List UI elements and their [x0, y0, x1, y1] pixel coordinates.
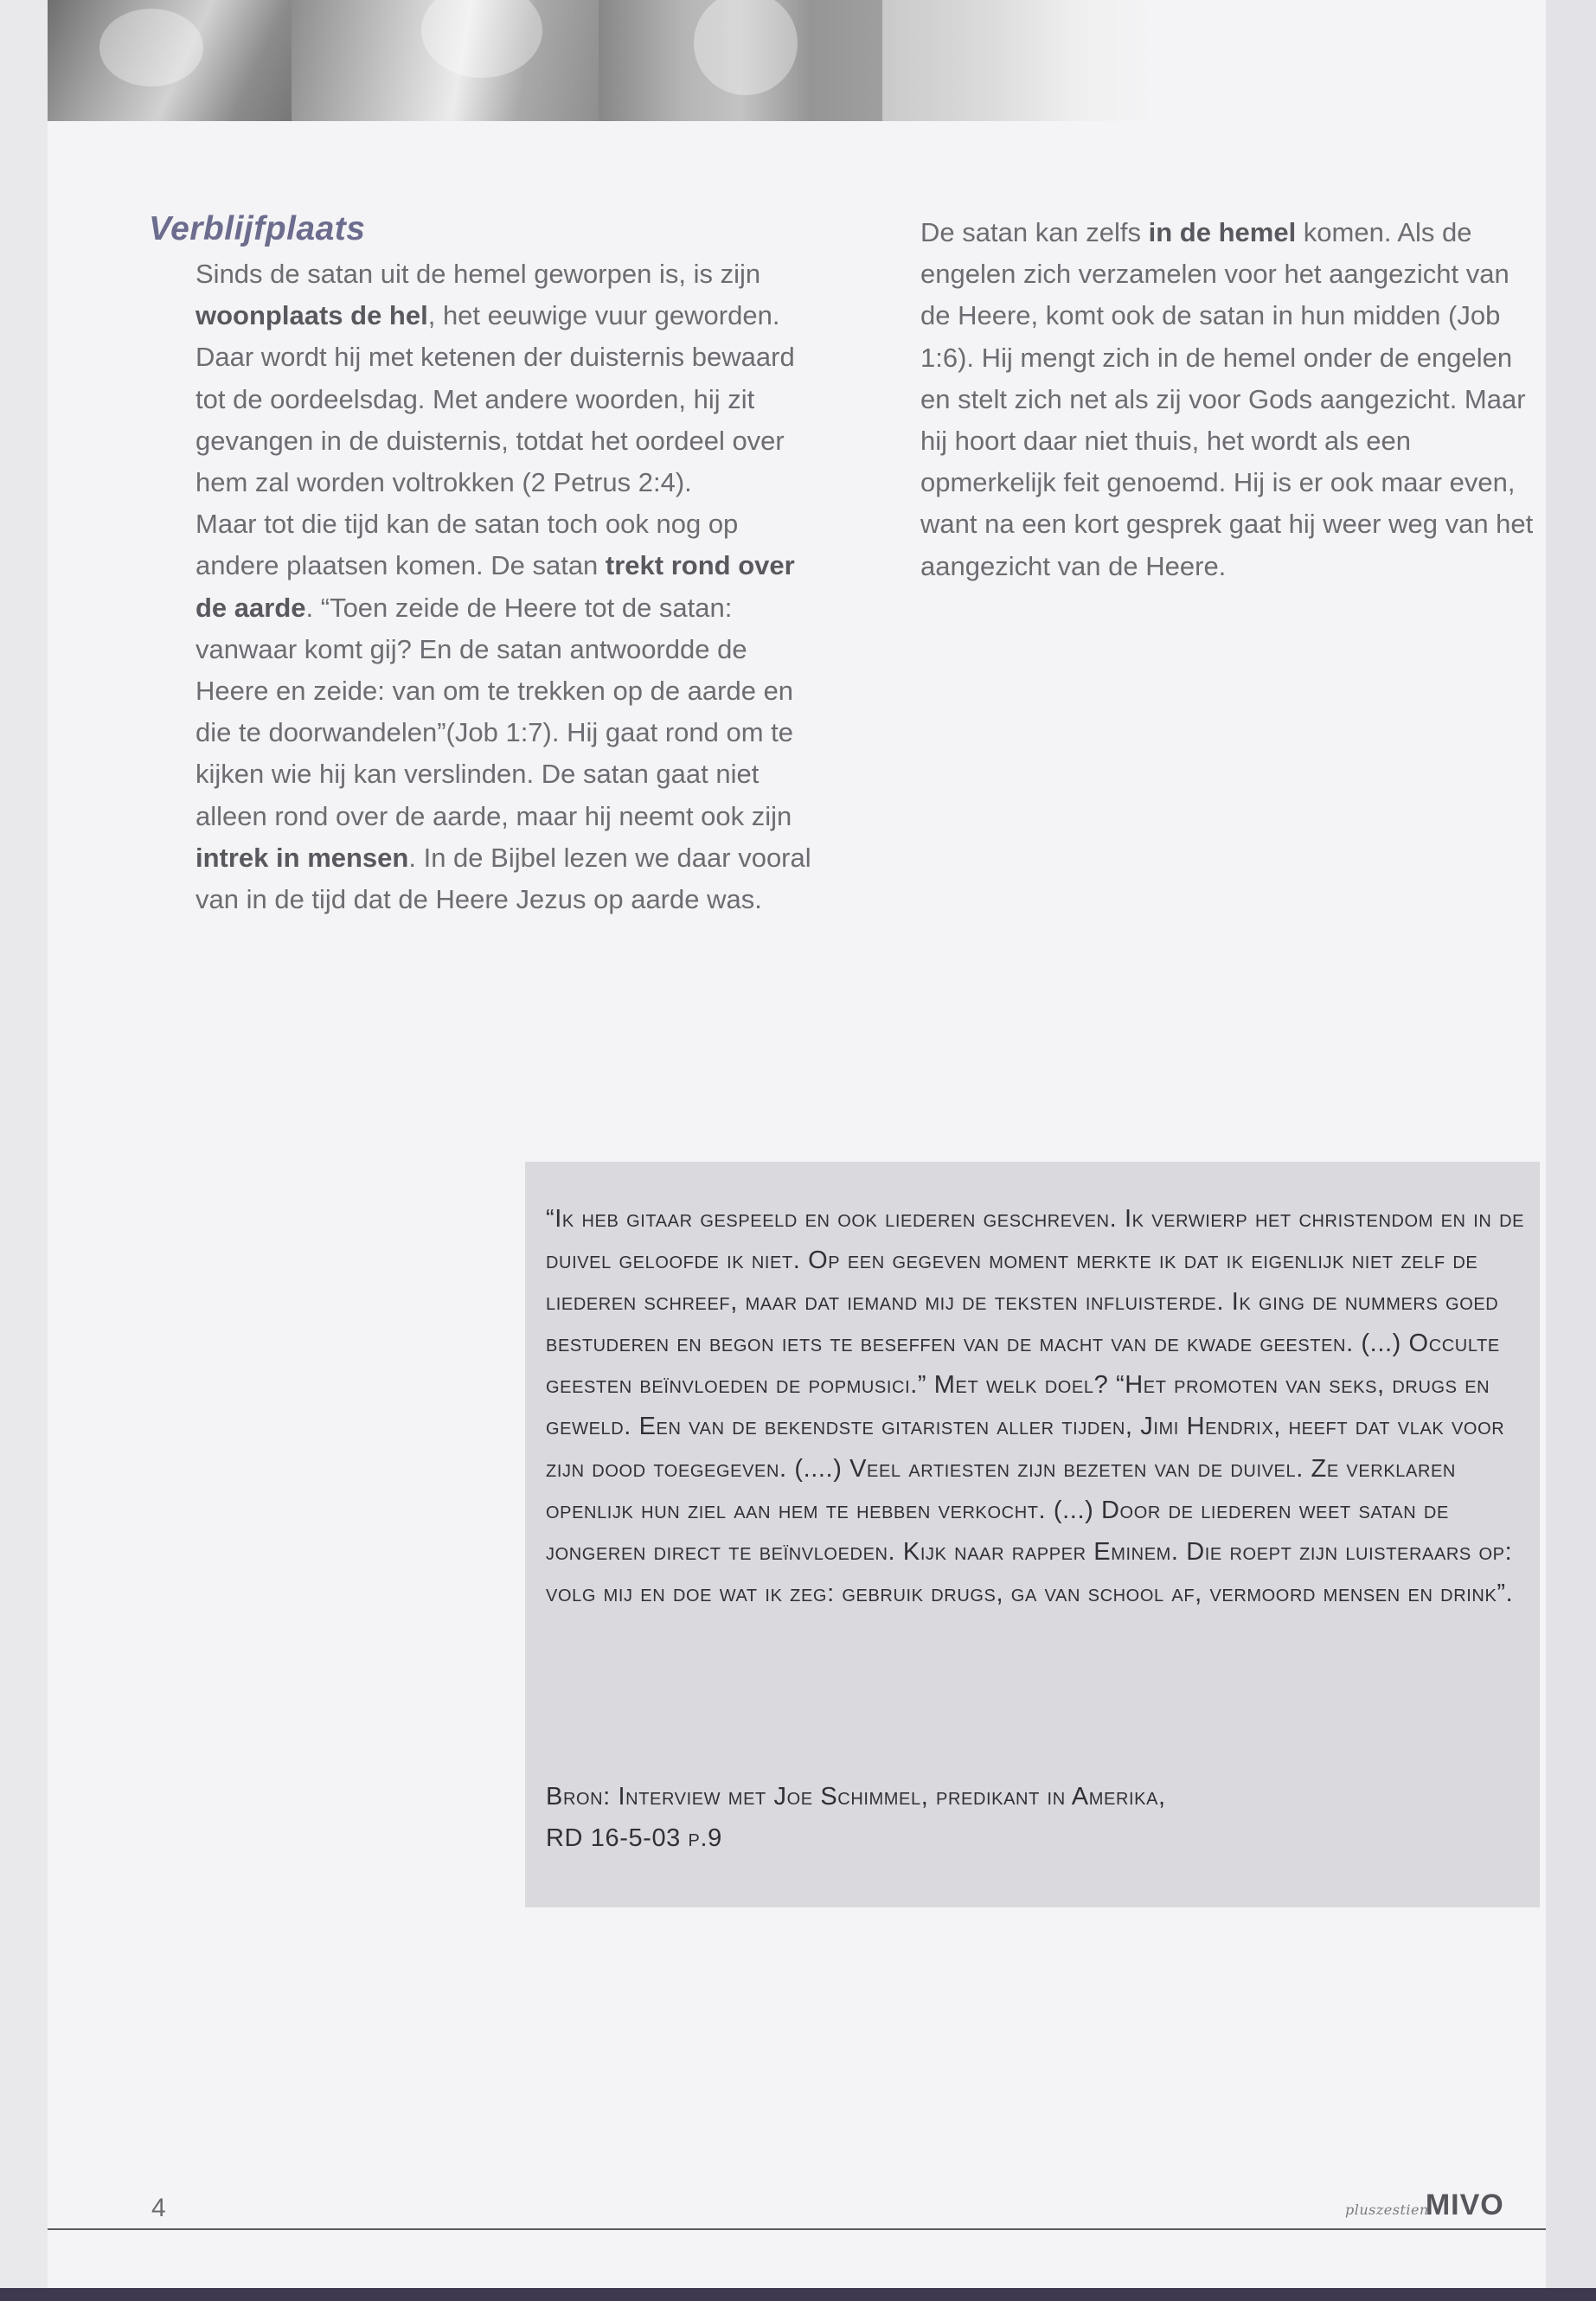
bottom-edge: [0, 2288, 1596, 2301]
photo-banner: [48, 0, 1159, 121]
page: [48, 0, 1546, 2288]
emphasis-text: in de hemel: [1148, 217, 1297, 247]
quote-source-line-1: Bron: Interview met Joe Schimmel, predikant in Amerika,: [546, 1783, 1166, 1811]
emphasis-text: woonplaats de hel: [195, 300, 428, 331]
quote-source: [546, 1776, 1497, 1859]
page-edge: [1546, 0, 1596, 2301]
quote-source-line-2: RD 16-5-03 p.9: [546, 1824, 722, 1852]
brand-logo: [1345, 2189, 1504, 2222]
footer-rule: [48, 2228, 1546, 2230]
brand-name: MIVO: [1425, 2189, 1504, 2221]
brand-tagline: pluszestien: [1345, 2202, 1429, 2218]
emphasis-text: intrek in mensen: [195, 842, 409, 873]
emphasis-text: trekt rond over de aarde: [195, 550, 795, 623]
section-heading: Verblijfplaats: [149, 210, 366, 247]
right-body-text: De satan kan zelfs in de hemel komen. Als de engelen zich verzamelen voor het aangezicht van de Heere, komt ook de satan in hun midden (Job 1:6). Hij mengt zich in de hemel onder de engelen en stelt zich net als zij voor Gods aangezicht. Maar hij hoort daar niet thuis, het wordt als een opmerkelijk feit genoemd. Hij is er ook maar even, want na een kort gesprek gaat hij weer weg van het aangezicht van de Heere.: [920, 217, 1534, 581]
banner-photo: [292, 0, 599, 121]
page-number: 4: [151, 2194, 166, 2222]
quote-text: “Ik heb gitaar gespeeld en ook liederen geschreven. Ik verwierp het christendom en in de duivel geloofde ik niet. Op een gegeven moment merkte ik dat ik eigenlijk niet zelf de liederen schreef, maar dat iemand mij de teksten influisterde. Ik ging de nummers goed bestuderen en begon iets te beseffen van de macht van de kwade geesten. (...) Occulte geesten beïnvloeden de popmusici.” Met welk doel? “Het promoten van seks, drugs en geweld. Een van de bekendste gitaristen aller tijden, Jimi Hendrix, heeft dat vlak voor zijn dood toegegeven. (....) Veel artiesten zijn bezeten van de duivel. Ze verklaren openlijk hun ziel aan hem te hebben verkocht. (...) Door de liederen weet satan de jongeren direct te beïnvloeden. Kijk naar rapper Eminem. Die roept zijn luisteraars op: volg mij en doe wat ik zeg: gebruik drugs, ga van school af, vermoord mensen en drink”.: [546, 1205, 1525, 1607]
quote-box: [525, 1162, 1540, 1907]
right-text-column: [920, 212, 1539, 587]
banner-photo: [599, 0, 882, 121]
banner-photo: [882, 0, 1159, 121]
left-text-column: [195, 253, 818, 920]
left-body-text: Sinds de satan uit de hemel geworpen is, is zijn woonplaats de hel, het eeuwige vuur geworden. Daar wordt hij met ketenen der duisternis bewaard tot de oordeelsdag. Met andere woorden, hij zit gevangen in de duisternis, totdat het oordeel over hem zal worden voltrokken (2 Petrus 2:4). Maar tot die tijd kan de satan toch ook nog op andere plaatsen komen. De satan trekt rond over de aarde. “Toen zeide de Heere tot de satan: vanwaar komt gij? En de satan antwoordde de Heere en zeide: van om te trekken op de aarde en die te doorwandelen”(Job 1:7). Hij gaat rond om te kijken wie hij kan verslinden. De satan gaat niet alleen rond over de aarde, maar hij neemt ook zijn intrek in mensen. In de Bijbel lezen we daar vooral van in de tijd dat de Heere Jezus op aarde was.: [195, 259, 811, 915]
banner-photo: [48, 0, 292, 121]
